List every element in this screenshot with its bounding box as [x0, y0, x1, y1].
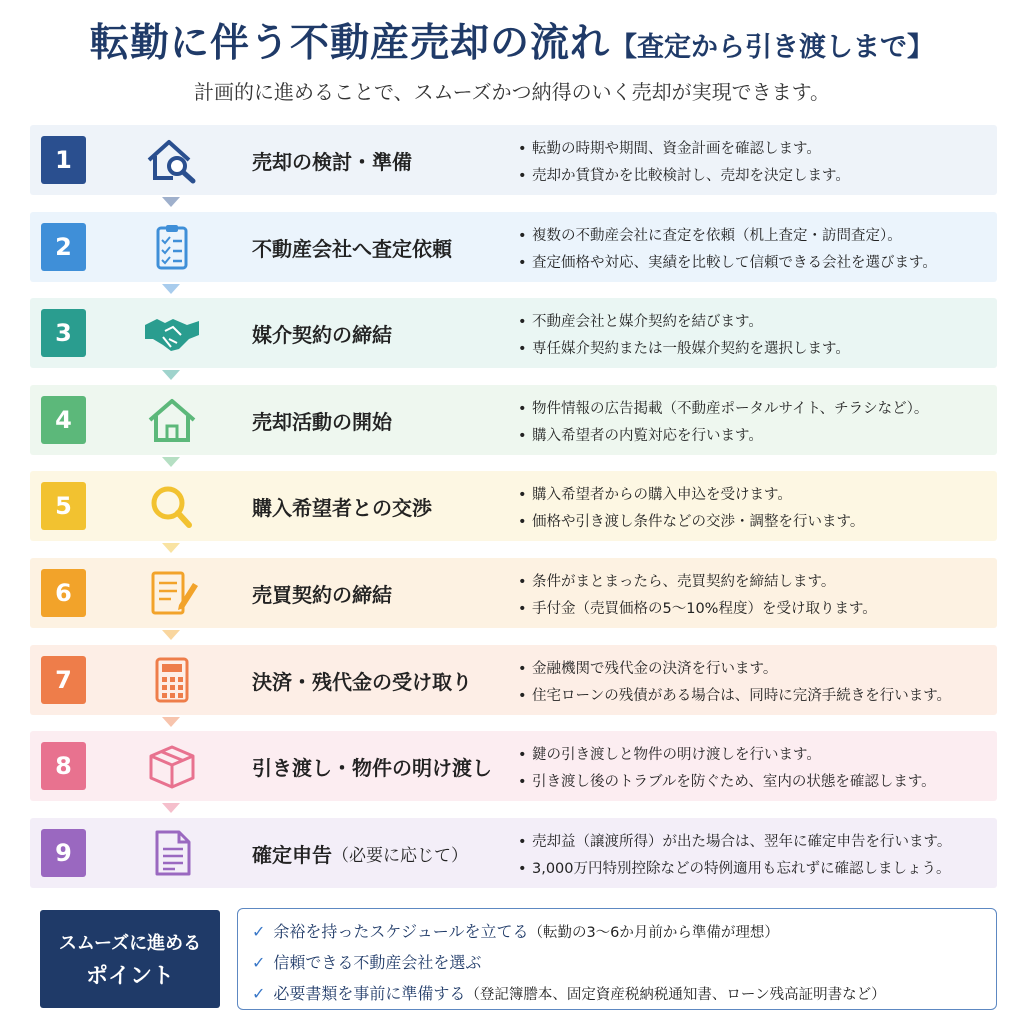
step-number-badge: 7	[41, 656, 86, 704]
step-title-text: 決済・残代金の受け取り	[252, 669, 472, 694]
step-row	[30, 471, 997, 541]
check-icon: ✓	[252, 953, 266, 972]
step-title-text: 売却の検討・準備	[252, 149, 412, 174]
check-icon: ✓	[252, 984, 266, 1003]
step-bullet: • 不動産会社と媒介契約を結びます。	[518, 309, 994, 336]
points-list	[237, 908, 997, 1010]
step-bullet: • 金融機関で残代金の決済を行います。	[518, 656, 994, 683]
step-title	[252, 385, 517, 455]
check-icon: ✓	[252, 922, 266, 941]
step-bullets	[518, 309, 994, 363]
step-number-badge: 9	[41, 829, 86, 877]
step-bullet: • 転勤の時期や期間、資金計画を確認します。	[518, 136, 994, 163]
step-bullets	[518, 569, 994, 623]
step-number-badge: 2	[41, 223, 86, 271]
step-bullet: • 購入希望者からの購入申込を受けます。	[518, 482, 994, 509]
step-connector-arrow	[162, 803, 180, 813]
step-row	[30, 212, 997, 282]
step-title	[252, 471, 517, 541]
page-title-main: 転勤に伴う不動産売却の流れ	[89, 21, 610, 66]
step-connector-arrow	[162, 457, 180, 467]
step-number-badge: 6	[41, 569, 86, 617]
step-bullets	[518, 482, 994, 536]
box-icon	[143, 742, 201, 790]
step-title	[252, 212, 517, 282]
calculator-icon	[143, 656, 201, 704]
point-item	[252, 917, 996, 948]
step-row	[30, 298, 997, 368]
step-title	[252, 645, 517, 715]
step-bullets	[518, 829, 994, 883]
document-pen-icon	[143, 569, 201, 617]
step-row	[30, 125, 997, 195]
step-bullet: • 複数の不動産会社に査定を依頼（机上査定・訪問査定）。	[518, 223, 994, 250]
step-number-badge: 4	[41, 396, 86, 444]
step-connector-arrow	[162, 543, 180, 553]
step-bullet: • 鍵の引き渡しと物件の明け渡しを行います。	[518, 742, 994, 769]
step-connector-arrow	[162, 630, 180, 640]
step-bullets	[518, 223, 994, 277]
step-title-text: 引き渡し・物件の明け渡し	[252, 755, 492, 780]
step-title	[252, 298, 517, 368]
step-row	[30, 385, 997, 455]
step-title-text: 媒介契約の締結	[252, 322, 392, 347]
step-title	[252, 125, 517, 195]
step-number-badge: 8	[41, 742, 86, 790]
step-row	[30, 558, 997, 628]
handshake-icon	[143, 309, 201, 357]
step-bullets	[518, 396, 994, 450]
step-title	[252, 558, 517, 628]
step-bullet: • 条件がまとまったら、売買契約を締結します。	[518, 569, 994, 596]
step-row	[30, 818, 997, 888]
document-icon	[143, 829, 201, 877]
house-icon	[143, 396, 201, 444]
points-label-box	[40, 910, 220, 1008]
step-number-badge: 5	[41, 482, 86, 530]
step-row	[30, 731, 997, 801]
step-bullet: • 住宅ローンの残債がある場合は、同時に完済手続きを行います。	[518, 683, 994, 710]
step-connector-arrow	[162, 370, 180, 380]
step-bullet: • 3,000万円特別控除などの特例適用も忘れずに確認しましょう。	[518, 856, 994, 883]
clipboard-checklist-icon	[143, 223, 201, 271]
step-connector-arrow	[162, 284, 180, 294]
step-title	[252, 818, 517, 888]
page-title-sub: 【査定から引き渡しまで】	[610, 32, 934, 63]
step-title-text: 売買契約の締結	[252, 582, 392, 607]
page-subtitle: 計画的に進めることで、スムーズかつ納得のいく売却が実現できます。	[194, 80, 830, 104]
magnifier-icon	[143, 482, 201, 530]
page-title	[0, 12, 1024, 68]
step-bullet: • 価格や引き渡し条件などの交渉・調整を行います。	[518, 509, 994, 536]
step-number-badge: 3	[41, 309, 86, 357]
step-title-text: 確定申告	[252, 842, 332, 867]
step-number-badge: 1	[41, 136, 86, 184]
house-search-icon	[143, 136, 201, 184]
step-bullet: • 引き渡し後のトラブルを防ぐため、室内の状態を確認します。	[518, 769, 994, 796]
step-bullet: • 購入希望者の内覧対応を行います。	[518, 423, 994, 450]
step-bullet: • 専任媒介契約または一般媒介契約を選択します。	[518, 336, 994, 363]
point-item	[252, 979, 996, 1010]
step-title-text: 不動産会社へ査定依頼	[252, 236, 452, 261]
step-bullets	[518, 136, 994, 190]
step-title	[252, 731, 517, 801]
point-item	[252, 948, 996, 979]
point-detail: （転勤の3〜6か月前から準備が理想）	[528, 925, 779, 941]
step-bullet: • 売却益（譲渡所得）が出た場合は、翌年に確定申告を行います。	[518, 829, 994, 856]
points-label-line1: スムーズに進める	[58, 932, 202, 954]
step-title-text: 売却活動の開始	[252, 409, 392, 434]
step-connector-arrow	[162, 717, 180, 727]
step-bullet: • 売却か賃貸かを比較検討し、売却を決定します。	[518, 163, 994, 190]
points-label-line2: ポイント	[85, 963, 174, 989]
point-detail: （登記簿謄本、固定資産税納税通知書、ローン残高証明書など）	[465, 987, 886, 1003]
step-connector-arrow	[162, 197, 180, 207]
step-title-note: （必要に応じて）	[332, 845, 468, 866]
step-row	[30, 645, 997, 715]
step-bullet: • 査定価格や対応、実績を比較して信頼できる会社を選びます。	[518, 250, 994, 277]
step-bullets	[518, 742, 994, 796]
step-bullet: • 物件情報の広告掲載（不動産ポータルサイト、チラシなど）。	[518, 396, 994, 423]
step-bullets	[518, 656, 994, 710]
point-main: 余裕を持ったスケジュールを立てる	[273, 922, 529, 941]
point-main: 必要書類を事前に準備する	[273, 984, 466, 1003]
step-bullet: • 手付金（売買価格の5〜10%程度）を受け取ります。	[518, 596, 994, 623]
point-main: 信頼できる不動産会社を選ぶ	[273, 953, 482, 972]
step-title-text: 購入希望者との交渉	[252, 495, 432, 520]
